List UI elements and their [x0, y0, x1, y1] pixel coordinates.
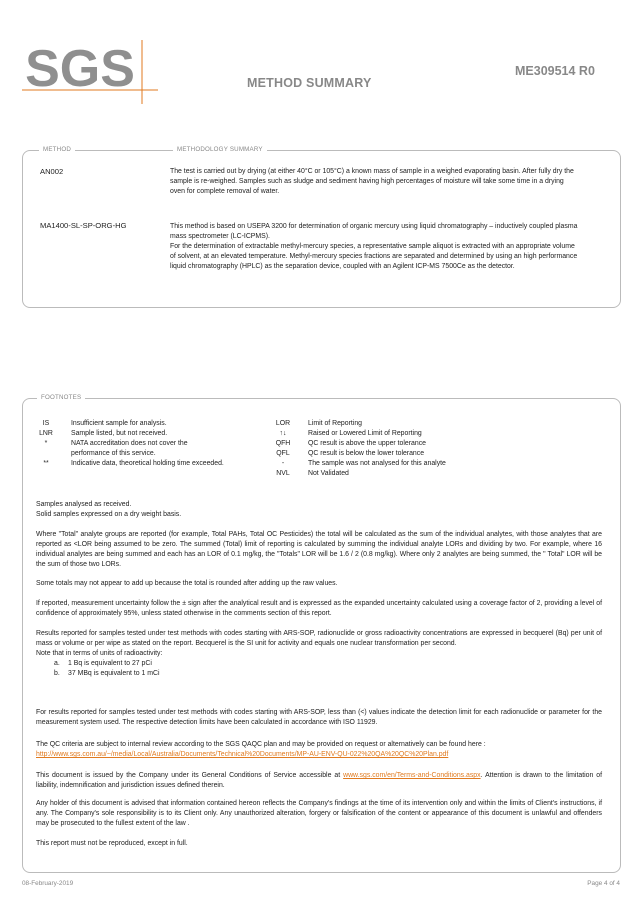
footnote-paragraph: [36, 500, 602, 520]
abbreviation-code: **: [43, 460, 49, 467]
abbreviation-code: *: [44, 440, 48, 447]
abbreviation-code: QFH: [275, 440, 291, 447]
abbreviation-row: [266, 449, 446, 459]
footnote-paragraph: [36, 740, 602, 760]
footnote-text: This document is issued by the Company under its General Conditions of Service accessible at: [36, 772, 341, 779]
summary-column-header: METHODOLOGY SUMMARY: [173, 146, 267, 154]
abbreviation-row: [29, 459, 224, 469]
footnote-text: Solid samples expressed on a dry weight basis.: [36, 511, 182, 518]
report-date: 08-February-2019: [22, 880, 74, 887]
list-text: 1 Bq is equivalent to 27 pCi: [68, 660, 152, 667]
abbreviation-desc: performance of this service.: [71, 450, 156, 457]
abbreviation-desc: Sample listed, but not received.: [71, 430, 168, 437]
abbreviation-row: [266, 419, 446, 429]
qaqc-plan-link[interactable]: http://www.sgs.com.au/~/media/Local/Australia/Documents/Technical%20Documents/MP-AU-ENV-QU-022%20QA%20QC%20Plan.pdf: [36, 751, 449, 758]
footnote-text: Note that in terms of units of radioactivity:: [36, 650, 163, 657]
footnote-paragraph: [36, 629, 602, 679]
method-description: [170, 167, 580, 197]
method-description: [170, 222, 580, 272]
method-summary-section: [22, 146, 621, 308]
footnote-paragraph: [36, 839, 602, 849]
list-text: 37 MBq is equivalent to 1 mCi: [68, 670, 160, 677]
abbreviation-desc: Indicative data, theoretical holding time exceeded.: [71, 460, 224, 467]
footnote-paragraph: [36, 799, 602, 829]
abbreviation-desc: Limit of Reporting: [308, 420, 363, 427]
abbreviation-row: [29, 419, 224, 429]
footnote-text: Samples analysed as received.: [36, 501, 132, 508]
list-item: [54, 669, 602, 679]
abbreviations-right: [266, 419, 446, 479]
sgs-logo: [22, 40, 158, 104]
abbreviation-code: -: [281, 460, 285, 467]
page-number: Page 4 of 4: [587, 880, 620, 887]
footnotes-header: FOOTNOTES: [37, 394, 85, 402]
footnote-text: Where "Total" analyte groups are reported (for example, Total PAHs, Total OC Pesticides) the total will be calculated as the sum of the individual analytes, with those analytes that are reported as <LOR being assumed to be zero. The summed (Total) limit of reporting is calculated by summing the individual analyte LORs and dividing by two. For example, where 16 individual analytes are being summed and each has an LOR of 0.1 mg/kg, the "Totals" LOR will be 1.6 / 2 (0.8 mg/kg). Where only 2 analytes are being summed, the " Total" LOR will be the sum of those two LORs.: [36, 531, 602, 568]
footnote-paragraph: [36, 579, 602, 589]
footnote-text: Any holder of this document is advised that information contained hereon reflects the Company's findings at the time of its intervention only and within the limits of Client's instructions, if any. The Company's sole responsibility is to its Client only. Any unauthorized alteration, forgery or falsification of the content or appearance of this document is unlawful and offenders may be prosecuted to the fullest extent of the law .: [36, 800, 602, 827]
abbreviation-desc: NATA accreditation does not cover the: [71, 440, 188, 447]
abbreviation-row: [29, 439, 224, 449]
method-description-text: This method is based on USEPA 3200 for determination of organic mercury using liquid chromatography – inductively coupled plasma mass spectrometer (LC-ICPMS).: [170, 223, 578, 240]
method-code: AN002: [40, 167, 64, 176]
list-marker: a.: [54, 660, 60, 667]
abbreviation-row: [29, 449, 224, 459]
abbreviation-desc: QC result is above the upper tolerance: [308, 440, 426, 447]
footnote-text: For results reported for samples tested under test methods with codes starting with ARS-SOP, less than (<) values indicate the detection limit for each radionuclide or parameter for the measurement system used. The respective detection limits have been calculated in accordance with ISO 11929.: [36, 709, 602, 726]
abbreviation-row: [266, 429, 446, 439]
footnote-text: . Attention is drawn to the limitation of liability, indemnification and jurisdiction issues defined therein.: [36, 772, 603, 789]
footnote-paragraph: [36, 599, 602, 619]
abbreviation-row: [266, 459, 446, 469]
terms-link[interactable]: www.sgs.com/en/Terms-and-Conditions.aspx: [343, 772, 481, 779]
list-marker: b.: [54, 670, 60, 677]
abbreviation-code: LOR: [275, 420, 291, 427]
footnote-paragraph: [36, 771, 602, 791]
abbreviation-code: [29, 449, 63, 459]
footnotes-section: [22, 394, 621, 873]
abbreviation-code: NVL: [276, 470, 290, 477]
logo-text: SGS: [25, 40, 135, 98]
abbreviation-row: [266, 469, 446, 479]
page-title: METHOD SUMMARY: [247, 76, 372, 90]
abbreviation-desc: Not Validated: [308, 470, 349, 477]
report-reference: ME309514 R0: [515, 64, 595, 78]
abbreviation-code: ↑↓: [279, 430, 287, 437]
footnote-text: Results reported for samples tested under test methods with codes starting with ARS-SOP, radionuclide or gross radioactivity concentrations are expressed in becquerel (Bq) per unit of mass or volume or per wipe as stated on the report. Becquerel is the SI unit for activity and equals one nuclear transformation per second.: [36, 630, 602, 647]
abbreviation-row: [266, 439, 446, 449]
abbreviation-desc: QC result is below the lower tolerance: [308, 450, 425, 457]
footnote-paragraph: [36, 708, 602, 728]
abbreviation-code: IS: [42, 420, 50, 427]
abbreviation-desc: Insufficient sample for analysis.: [71, 420, 167, 427]
footnote-text: Some totals may not appear to add up because the total is rounded after adding up the raw values.: [36, 580, 338, 587]
footnote-text: This report must not be reproduced, except in full.: [36, 840, 188, 847]
abbreviation-code: QFL: [276, 450, 290, 457]
abbreviation-row: [29, 429, 224, 439]
footnote-paragraph: [36, 530, 602, 570]
radioactivity-list: [36, 659, 602, 679]
list-item: [54, 659, 602, 669]
footnote-text: If reported, measurement uncertainty follow the ± sign after the analytical result and is expressed as the expanded uncertainty calculated using a coverage factor of 2, providing a level of confidence of approximately 95%, unless stated otherwise in the comments section of this report.: [36, 600, 602, 617]
method-description-text: For the determination of extractable methyl-mercury species, a representative sample aliquot is extracted with an appropriate volume of solvent, at an elevated temperature. Methyl-mercury species fractions are separated and determined by using an high performance liquid chromatography (HPLC) as the separation device, coupled with an Agilent ICP-MS 7500Ce as the detector.: [170, 243, 578, 270]
method-description-text: The test is carried out by drying (at either 40°C or 105°C) a known mass of sample in a weighed evaporating basin. After fully dry the sample is re-weighed. Samples such as sludge and sediment having high percentages of moisture will take some time in a drying oven for complete removal of water.: [170, 168, 574, 195]
abbreviation-desc: The sample was not analysed for this analyte: [308, 460, 446, 467]
method-code: MA1400-SL-SP-ORG-HG: [40, 221, 127, 230]
method-column-header: METHOD: [39, 146, 75, 154]
abbreviation-code: LNR: [39, 430, 53, 437]
abbreviations-left: [29, 419, 224, 469]
abbreviation-desc: Raised or Lowered Limit of Reporting: [308, 430, 422, 437]
footnote-text: The QC criteria are subject to internal review according to the SGS QAQC plan and may be provided on request or alternatively can be found here :: [36, 741, 486, 748]
